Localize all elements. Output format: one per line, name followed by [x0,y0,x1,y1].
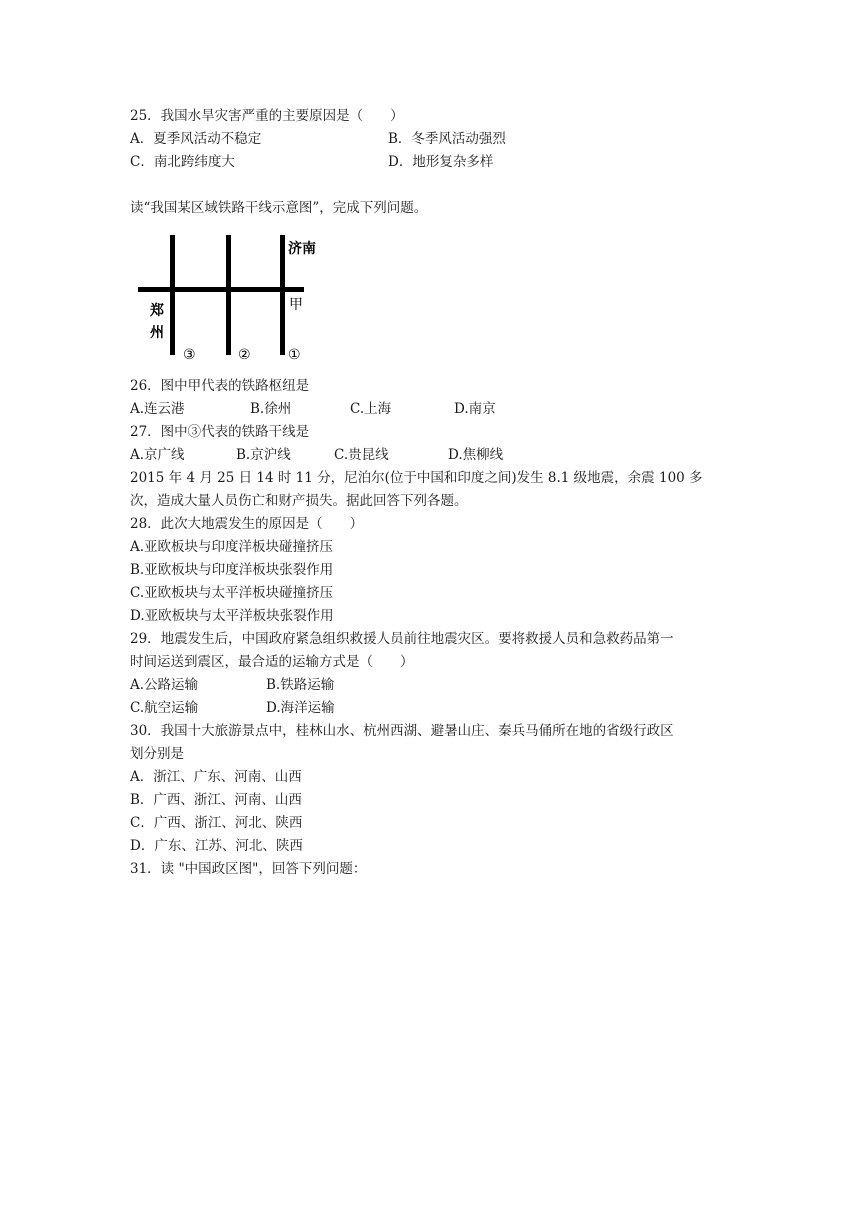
railway-diagram [130,233,330,363]
quake-intro-line-2: 次，造成大量人员伤亡和财产损失。据此回答下列各题。 [130,493,468,509]
q31-stem: 31．读 "中国政区图"，回答下列问题： [130,861,367,877]
map-intro: 读“我国某区域铁路干线示意图”，完成下列问题。 [130,200,428,216]
q30-stem-line-2: 划分别是 [130,746,184,762]
q30-option-c: C．广西、浙江、河北、陕西 [130,815,303,831]
q25-option-c: C．南北跨纬度大 [130,154,235,170]
label-2: ② [238,347,251,363]
q28-option-b: B.亚欧板块与印度洋板块张裂作用 [130,562,334,578]
q26-option-a: A.连云港 [130,401,185,417]
q26-option-c: C.上海 [350,401,392,417]
q26-stem: 26．图中甲代表的铁路枢纽是 [130,378,310,394]
q29-option-d: D.海洋运输 [266,700,335,716]
label-zheng: 郑 [150,303,164,319]
label-1: ① [288,347,301,363]
q25-option-a: A．夏季风活动不稳定 [130,131,262,147]
q28-stem: 28．此次大地震发生的原因是（ ） [130,516,364,532]
q29-stem-line-2: 时间运送到震区，最合适的运输方式是（ ） [130,654,414,670]
q25-option-b: B．冬季风活动强烈 [388,131,506,147]
rail-line-3 [170,235,175,355]
label-jinan: 济南 [288,241,316,257]
q25-option-d: D．地形复杂多样 [388,154,494,170]
label-zhou: 州 [150,325,164,341]
q28-option-a: A.亚欧板块与印度洋板块碰撞挤压 [130,539,334,555]
q28-option-d: D.亚欧板块与太平洋板块张裂作用 [130,608,334,624]
q30-option-d: D．广东、江苏、河北、陕西 [130,838,303,854]
q29-stem-line-1: 29．地震发生后，中国政府紧急组织救援人员前往地震灾区。要将救援人员和急救药品第一 [130,631,674,647]
q25-stem: 25．我国水旱灾害严重的主要原因是（ ） [130,108,404,124]
label-3: ③ [183,347,196,363]
q29-option-a: A.公路运输 [130,677,199,693]
q27-option-c: C.贵昆线 [334,447,389,463]
q27-option-b: B.京沪线 [236,447,291,463]
q26-option-d: D.南京 [454,401,496,417]
q27-option-a: A.京广线 [130,447,185,463]
rail-horizontal [138,287,304,292]
q29-option-c: C.航空运输 [130,700,199,716]
q29-option-b: B.铁路运输 [266,677,335,693]
rail-line-1 [280,235,285,355]
q27-stem: 27．图中③代表的铁路干线是 [130,424,310,440]
q26-option-b: B.徐州 [250,401,292,417]
q30-option-b: B．广西、浙江、河南、山西 [130,792,302,808]
q30-stem-line-1: 30．我国十大旅游景点中，桂林山水、杭州西湖、避暑山庄、秦兵马俑所在地的省级行政区 [130,723,674,739]
q28-option-c: C.亚欧板块与太平洋板块碰撞挤压 [130,585,334,601]
quake-intro-line-1: 2015 年 4 月 25 日 14 时 11 分，尼泊尔(位于中国和印度之间)发生 8.1 级地震，余震 100 多 [130,470,703,486]
rail-line-2 [226,235,231,355]
q27-option-d: D.焦柳线 [448,447,504,463]
q30-option-a: A．浙江、广东、河南、山西 [130,769,302,785]
label-jia: 甲 [289,297,303,313]
